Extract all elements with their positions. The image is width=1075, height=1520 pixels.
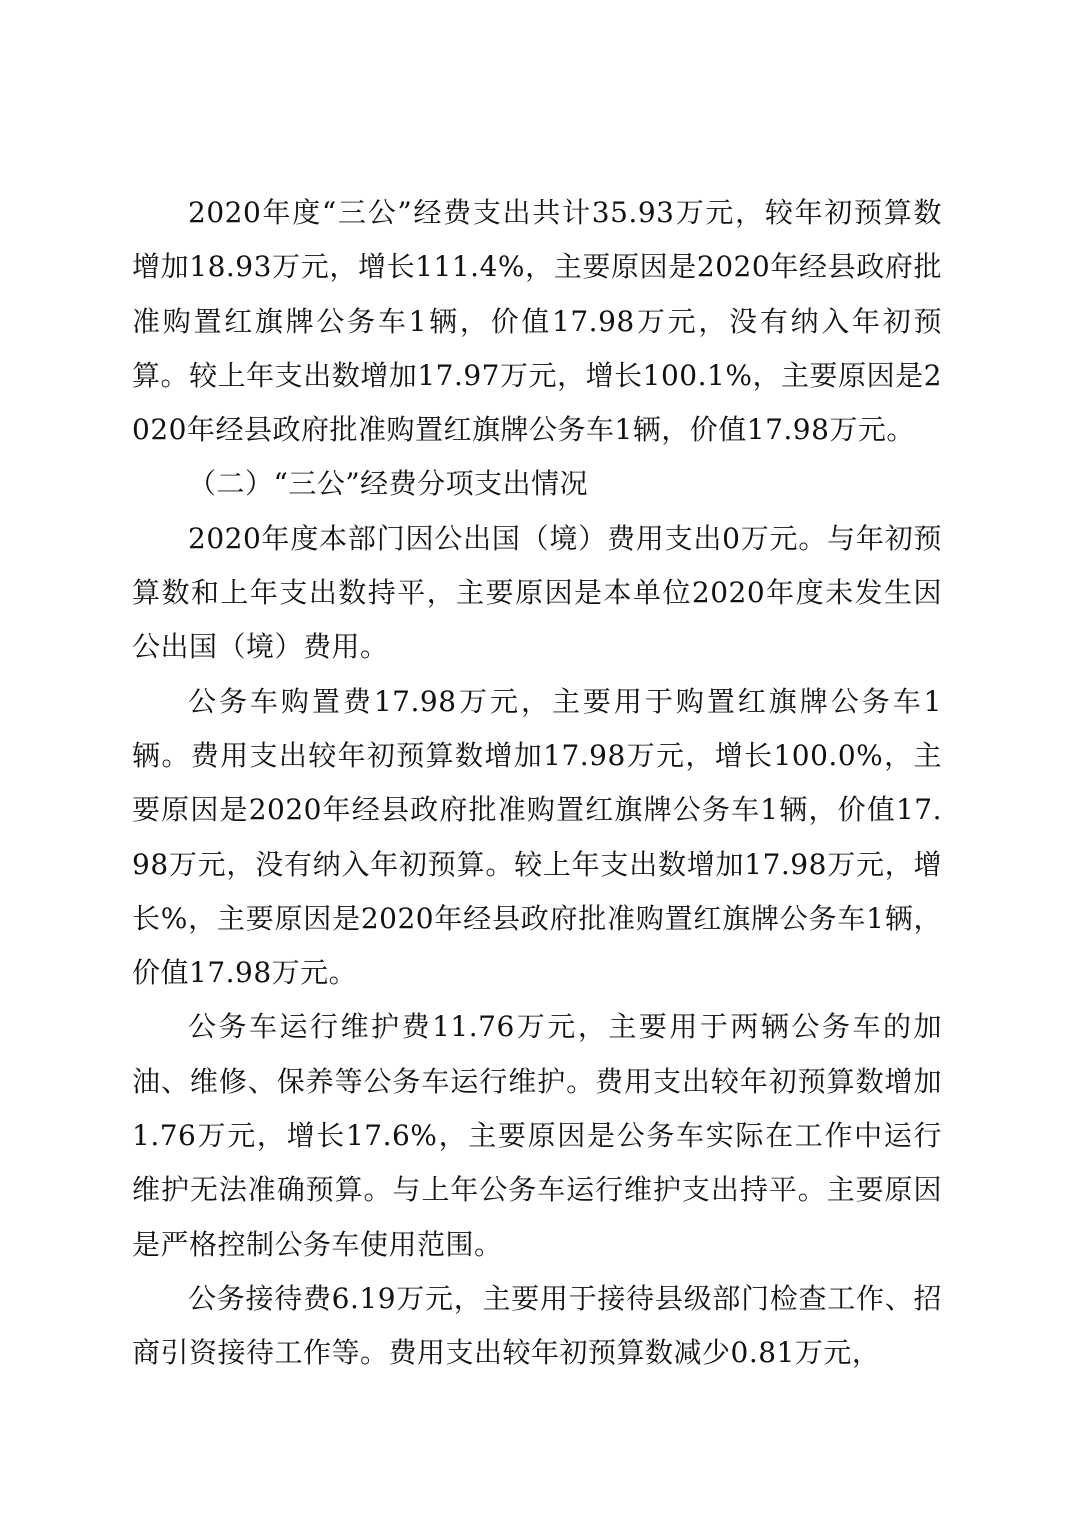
paragraph-vehicle-maintenance: 公务车运行维护费11.76万元，主要用于两辆公务车的加油、维修、保养等公务车运行维护。费用支出较年初预算数增加1.76万元，增长17.6%，主要原因是公务车实际在工作中运行维护无法准确预算。与上年公务车运行维护支出持平。主要原因是严格控制公务车使用范围。 [132, 1010, 942, 1261]
section-heading-sangong-breakdown: （二）“三公”经费分项支出情况 [188, 467, 589, 501]
document-body [132, 186, 942, 1381]
paragraph-overseas-travel: 2020年度本部门因公出国（境）费用支出0万元。与年初预算数和上年支出数持平，主要原因是本单位2020年度未发生因公出国（境）费用。 [132, 521, 942, 664]
paragraph-vehicle-purchase: 公务车购置费17.98万元，主要用于购置红旗牌公务车1辆。费用支出较年初预算数增加17.98万元，增长100.0%，主要原因是2020年经县政府批准购置红旗牌公务车1辆，价值17.98万元，没有纳入年初预算。较上年支出数增加17.98万元，增长%，主要原因是2020年经县政府批准购置红旗牌公务车1辆，价值17.98万元。 [132, 684, 942, 990]
paragraph-reception-expense: 公务接待费6.19万元，主要用于接待县级部门检查工作、招商引资接待工作等。费用支出较年初预算数减少0.81万元， [132, 1281, 942, 1370]
paragraph-sangong-total: 2020年度“三公”经费支出共计35.93万元，较年初预算数增加18.93万元，增长111.4%，主要原因是2020年经县政府批准购置红旗牌公务车1辆，价值17.98万元，没有纳入年初预算。较上年支出数增加17.97万元，增长100.1%，主要原因是2020年经县政府批准购置红旗牌公务车1辆，价值17.98万元。 [132, 196, 942, 447]
